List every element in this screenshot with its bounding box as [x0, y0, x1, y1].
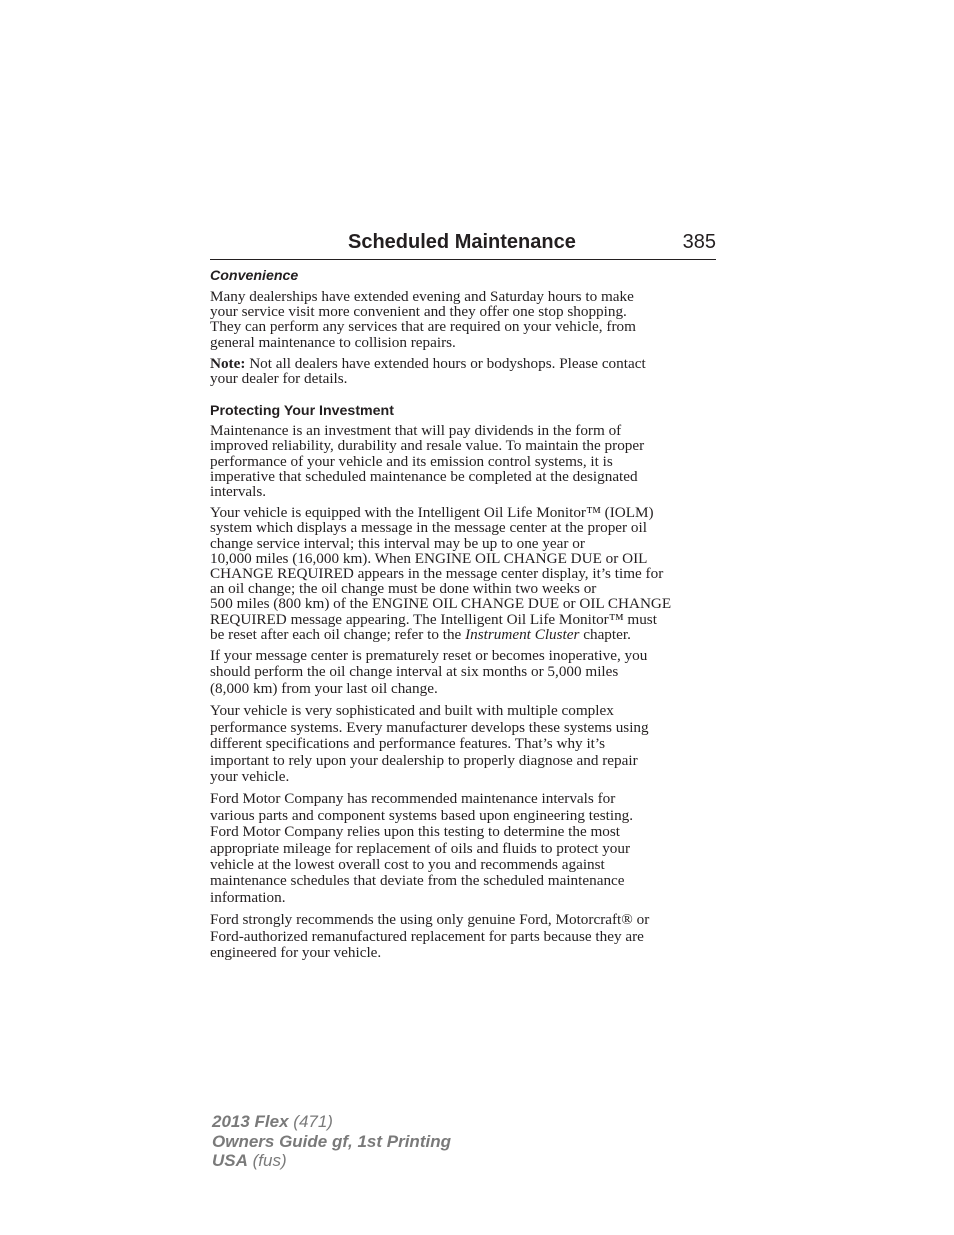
text-line: Ford Motor Company relies upon this testing to determine the most [210, 823, 621, 841]
text-line: should perform the oil change interval at six months or 5,000 miles [210, 663, 619, 681]
footer-region-line [212, 1151, 451, 1171]
text-line: Your vehicle is very sophisticated and built with multiple complex [210, 702, 614, 720]
paragraph-message-center-reset [210, 648, 716, 697]
paragraph-maintenance-investment [210, 423, 716, 499]
text-line: Ford strongly recommends the using only genuine Ford, Motorcraft® or [210, 911, 650, 929]
text-line: Many dealerships have extended evening and Saturday hours to make [210, 288, 634, 305]
text-line: appropriate mileage for replacement of oils and fluids to protect your [210, 839, 631, 857]
footer-region: USA [212, 1151, 248, 1171]
text-line: be reset after each oil change; refer to the [210, 625, 466, 643]
paragraph-genuine-parts [210, 912, 716, 961]
footer-model-code: (471) [288, 1112, 333, 1131]
page-title: Scheduled Maintenance [348, 231, 576, 253]
text-line: different specifications and performance features. That’s why it’s [210, 735, 606, 753]
section-heading-investment: Protecting Your Investment [210, 403, 394, 420]
text-line: If your message center is prematurely reset or becomes inoperative, you [210, 647, 648, 665]
text-line: imperative that scheduled maintenance be completed at the designated [210, 467, 638, 485]
text-line: various parts and component systems based upon engineering testing. [210, 806, 634, 824]
text-line: change service interval; this interval may be up to one year or [210, 534, 585, 552]
page-header [210, 229, 716, 260]
text-line: performance of your vehicle and its emission control systems, it is [210, 452, 613, 470]
text-line: performance systems. Every manufacturer develops these systems using [210, 718, 649, 736]
text-line: an oil change; the oil change must be done within two weeks or [210, 580, 597, 598]
text-line: intervals. [210, 483, 267, 501]
text-line: Your vehicle is equipped with the Intelligent Oil Life Monitor™ (IOLM) [210, 504, 654, 522]
footer-model-line [212, 1112, 451, 1132]
text-line: 500 miles (800 km) of the ENGINE OIL CHANGE DUE or OIL CHANGE [210, 595, 672, 613]
section-heading-convenience: Convenience [210, 268, 299, 284]
page-footer [212, 1112, 451, 1171]
footer-guide-line [212, 1132, 451, 1152]
text-line: Ford Motor Company has recommended maintenance intervals for [210, 790, 616, 808]
text-line: Maintenance is an investment that will pay dividends in the form of [210, 422, 622, 440]
text-line: They can perform any services that are required on your vehicle, from [210, 318, 636, 336]
text-line: maintenance schedules that deviate from the scheduled maintenance [210, 872, 625, 890]
text-line: your vehicle. [210, 767, 290, 785]
footer-region-code: (fus) [247, 1151, 287, 1171]
footer-guide: Owners Guide gf, 1st Printing [212, 1131, 451, 1151]
chapter-reference: Instrument Cluster [465, 625, 580, 643]
text-line: your service visit more convenient and they offer one stop shopping. [210, 303, 627, 321]
text-line: engineered for your vehicle. [210, 943, 382, 961]
text-line: general maintenance to collision repairs. [210, 333, 456, 351]
paragraph-oil-life-monitor [210, 505, 716, 642]
text-line: Ford-authorized remanufactured replacement for parts because they are [210, 927, 644, 945]
note-paragraph [210, 356, 716, 386]
text-line: chapter. [579, 625, 631, 643]
text-line: (8,000 km) from your last oil change. [210, 679, 438, 697]
page-content [210, 266, 716, 967]
page-number: 385 [682, 231, 716, 253]
paragraph-sophisticated-vehicle [210, 703, 716, 785]
text-line: system which displays a message in the message center at the proper oil [210, 519, 647, 537]
text-line: information. [210, 888, 286, 906]
text-line: important to rely upon your dealership to properly diagnose and repair [210, 751, 638, 769]
text-line: Not all dealers have extended hours or bodyshops. Please contact [245, 354, 646, 372]
text-line: vehicle at the lowest overall cost to you and recommends against [210, 855, 605, 873]
text-line: REQUIRED message appearing. The Intelligent Oil Life Monitor™ must [210, 610, 657, 628]
text-line: 10,000 miles (16,000 km). When ENGINE OIL CHANGE DUE or OIL [210, 549, 648, 567]
footer-model: 2013 Flex [212, 1112, 289, 1131]
note-label: Note: [210, 354, 246, 372]
text-line: CHANGE REQUIRED appears in the message center display, it’s time for [210, 565, 664, 583]
text-line: your dealer for details. [210, 370, 348, 388]
paragraph-convenience [210, 289, 716, 350]
paragraph-recommended-intervals [210, 791, 716, 906]
text-line: improved reliability, durability and resale value. To maintain the proper [210, 437, 645, 455]
